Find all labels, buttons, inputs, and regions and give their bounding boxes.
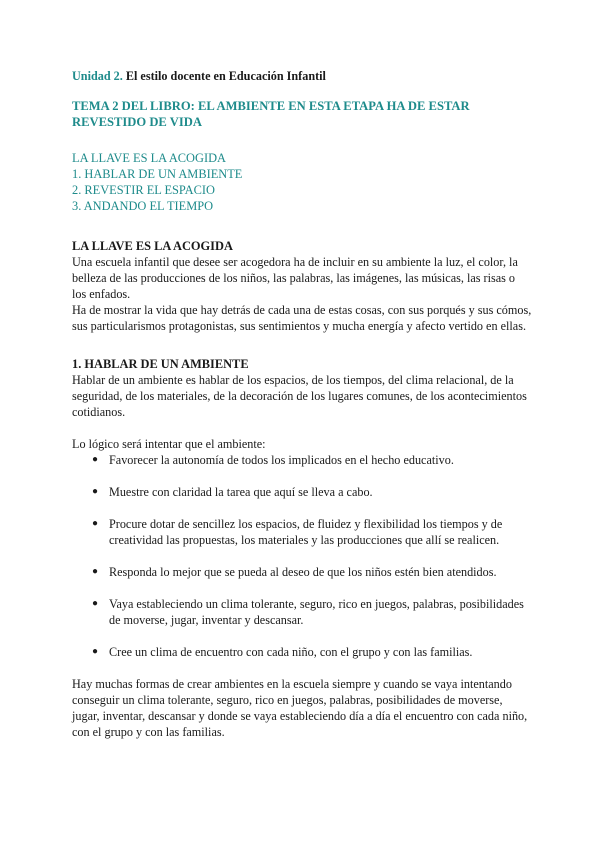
list-item-text: Responda lo mejor que se pueda al deseo de que los niños estén bien atendidos. [109,565,497,579]
paragraph: Ha de mostrar la vida que hay detrás de cada una de estas cosas, con sus porqués y sus cómos, sus particularismos protagonistas, sus sentimientos y mucha energía y afecto vertido en ellas. [72,303,532,333]
bullet-icon: ● [92,454,99,465]
section-heading-acogida: LA LLAVE ES LA ACOGIDA [72,239,233,253]
document-page [72,68,532,740]
unit-label: Unidad 2. [72,69,123,83]
paragraph: Una escuela infantil que desee ser acogedora ha de incluir en su ambiente la luz, el color, la belleza de las producciones de los niños, las palabras, las imágenes, las músicas, las risas o los enfados. [72,255,518,301]
spacer [72,334,532,356]
section-heading-ambiente: 1. HABLAR DE UN AMBIENTE [72,357,249,371]
list-intro: Lo lógico será intentar que el ambiente: [72,437,266,451]
bullet-icon: ● [92,518,99,529]
bullet-icon: ● [92,646,99,657]
toc-item: 2. REVESTIR EL ESPACIO [72,183,215,197]
list-item-text: Vaya estableciendo un clima tolerante, seguro, rico en juegos, palabras, posibilidades de moverse, jugar, inventar y descansar. [109,597,524,627]
paragraph: Hablar de un ambiente es hablar de los espacios, de los tiempos, del clima relacional, de la seguridad, de los materiales, de la decoración de los lugares comunes, de los acontecimientos cotidianos. [72,373,527,419]
toc-item: 3. ANDANDO EL TIEMPO [72,199,214,213]
list-item [92,516,532,548]
list-item-text: Procure dotar de sencillez los espacios, de fluidez y flexibilidad los tiempos y de creatividad las propuestas, los materiales y las producciones que allí se realicen. [109,517,503,547]
spacer [72,420,532,436]
table-of-contents [72,150,532,214]
unit-name: El estilo docente en Educación Infantil [122,69,326,83]
list-item [92,564,532,580]
bullet-list [72,452,532,660]
list-item [92,644,532,660]
list-item-text: Favorecer la autonomía de todos los implicados en el hecho educativo. [109,453,454,467]
closing-paragraph: Hay muchas formas de crear ambientes en la escuela siempre y cuando se vaya intentando conseguir un clima tolerante, seguro, rico en juegos, palabras, posibilidades de moverse, jugar, inventar, descansar y donde se vaya estableciendo día a día el encuentro con cada niño, con el grupo y con las familias. [72,677,528,739]
bullet-icon: ● [92,598,99,609]
unit-title [72,68,532,84]
theme-title: TEMA 2 DEL LIBRO: EL AMBIENTE EN ESTA ETAPA HA DE ESTAR REVESTIDO DE VIDA [72,99,470,129]
list-item-text: Muestre con claridad la tarea que aquí se lleva a cabo. [109,485,373,499]
list-item-text: Cree un clima de encuentro con cada niño, con el grupo y con las familias. [109,645,473,659]
list-item [92,596,532,628]
bullet-icon: ● [92,486,99,497]
bullet-icon: ● [92,566,99,577]
list-item [92,452,532,468]
toc-item: 1. HABLAR DE UN AMBIENTE [72,167,243,181]
list-item [92,484,532,500]
toc-item: LA LLAVE ES LA ACOGIDA [72,151,226,165]
